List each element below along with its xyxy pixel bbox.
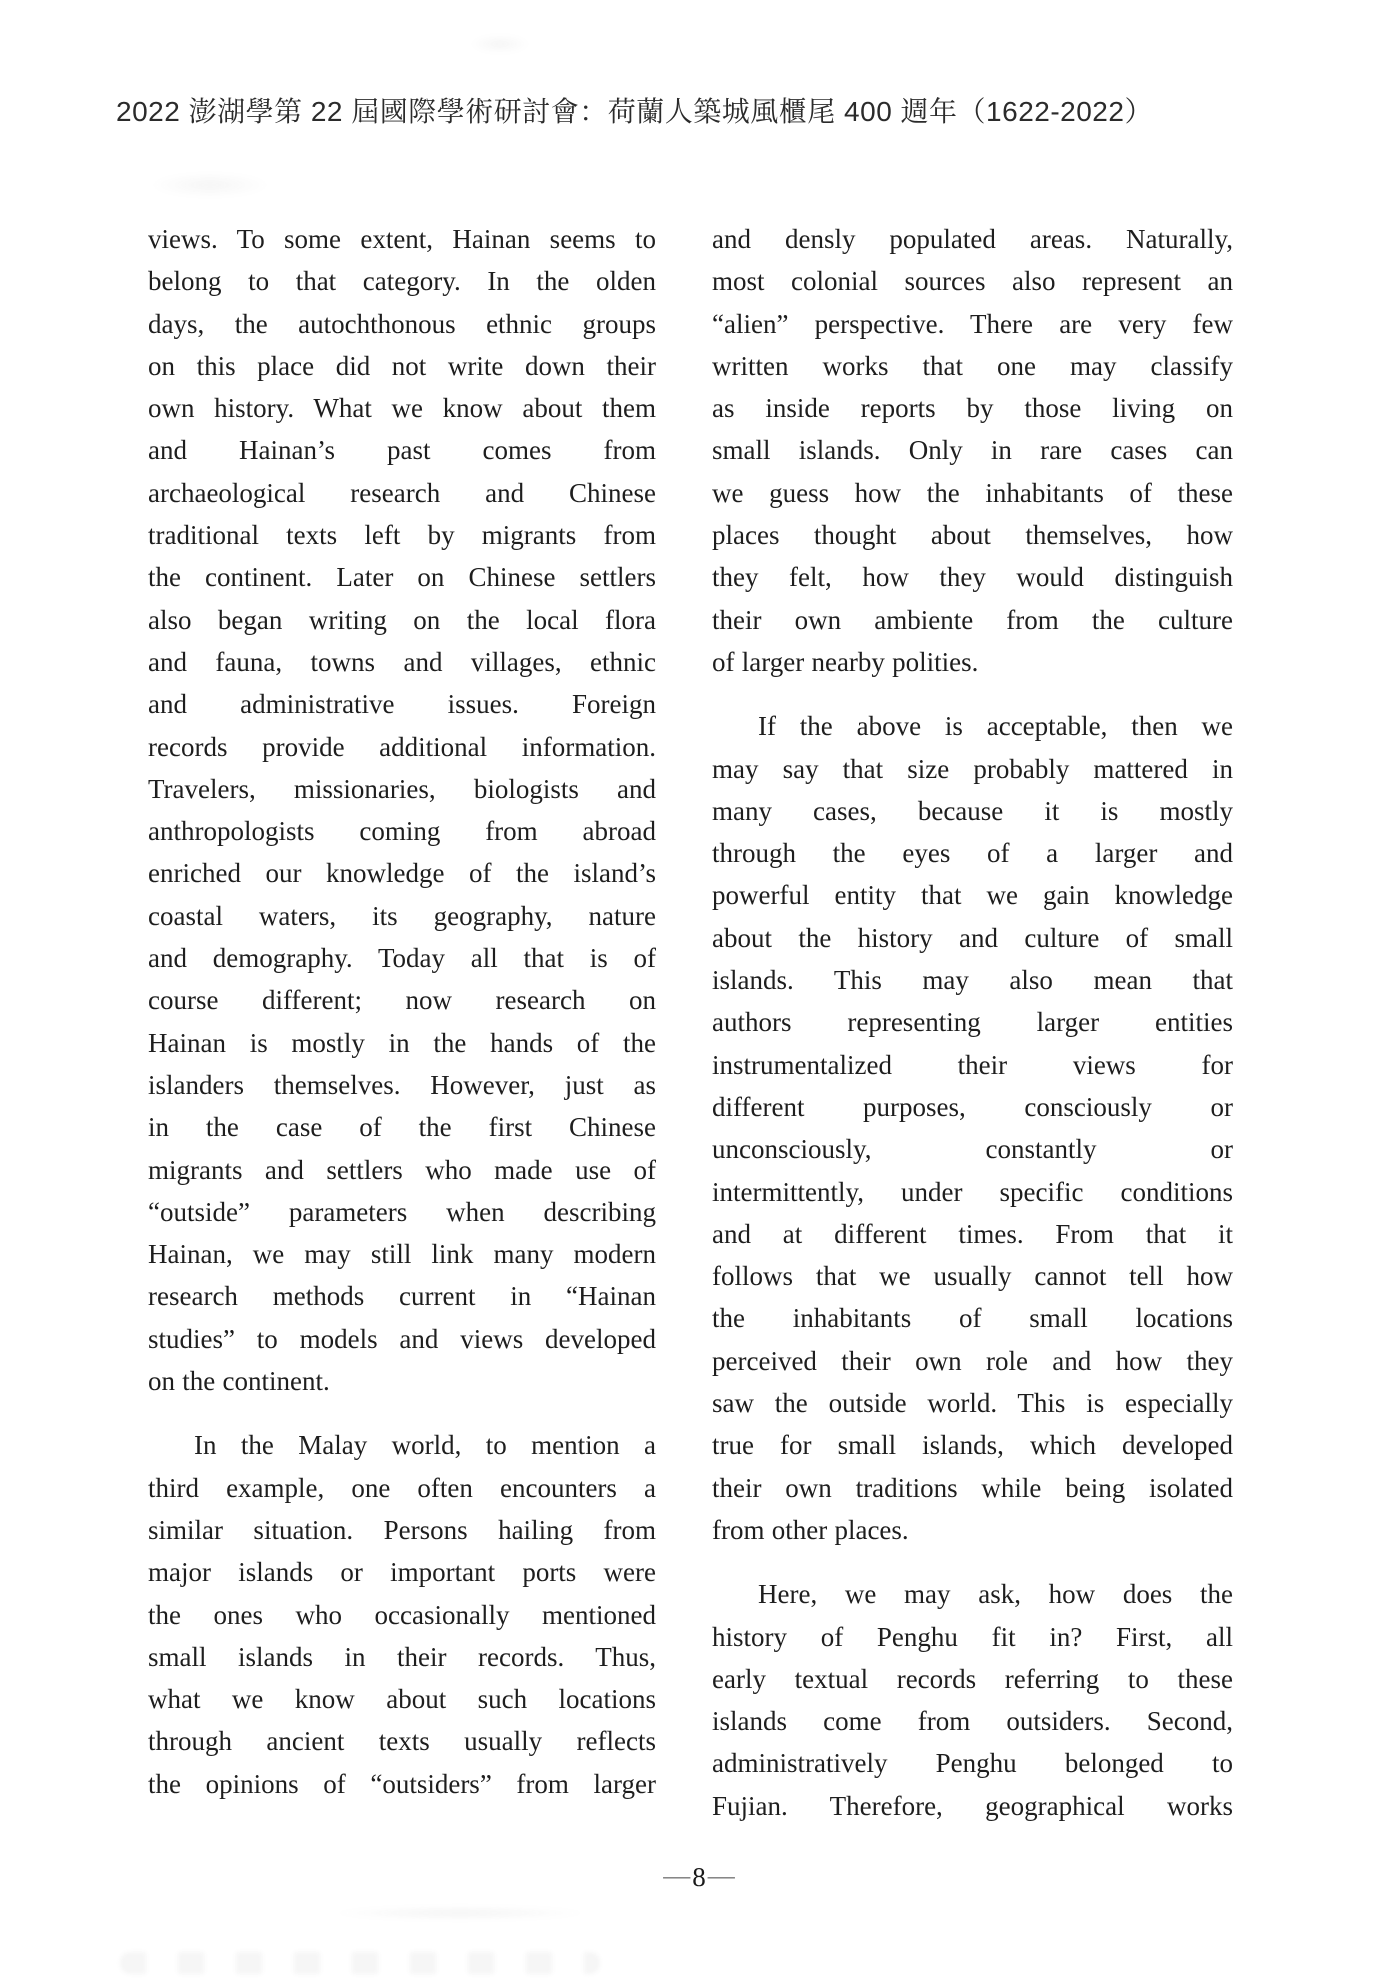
text-line: through the eyes of a larger and: [712, 838, 1233, 869]
text-line: most colonial sources also represent an: [712, 266, 1233, 297]
text-line: studies” to models and views developed: [148, 1323, 656, 1354]
page-number-right-dash: —: [707, 1860, 737, 1890]
text-line: “outside” parameters when describing: [148, 1196, 656, 1227]
text-line: Fujian. Therefore, geographical works: [712, 1790, 1233, 1821]
text-line: If the above is acceptable, then we: [758, 711, 1233, 742]
text-line: and Hainan’s past comes from: [148, 435, 656, 466]
text-line: Hainan is mostly in the hands of the: [148, 1027, 656, 1058]
text-line: early textual records referring to these: [712, 1663, 1233, 1694]
text-line: in the case of the first Chinese: [148, 1112, 656, 1143]
text-line: different purposes, consciously or: [712, 1091, 1233, 1122]
paragraph: [712, 705, 1233, 1551]
text-line: and demography. Today all that is of: [148, 943, 656, 974]
text-line: powerful entity that we gain knowledge: [712, 880, 1233, 911]
text-line: places thought about themselves, how: [712, 520, 1233, 551]
text-line: research methods current in “Hainan: [148, 1281, 656, 1312]
text-line: may say that size probably mattered in: [712, 753, 1233, 784]
paragraph: [148, 218, 656, 1402]
text-line: third example, one often encounters a: [148, 1472, 656, 1503]
text-line: they felt, how they would distinguish: [712, 562, 1233, 593]
text-line: In the Malay world, to mention a: [194, 1430, 656, 1461]
text-line: enriched our knowledge of the island’s: [148, 858, 656, 889]
text-line: “alien” perspective. There are very few: [712, 308, 1233, 339]
text-line: small islands. Only in rare cases can: [712, 435, 1233, 466]
text-line: the ones who occasionally mentioned: [148, 1599, 656, 1630]
scan-artifact: [120, 1952, 600, 1974]
text-line: we guess how the inhabitants of these: [712, 477, 1233, 508]
text-line: the opinions of “outsiders” from larger: [148, 1768, 656, 1799]
text-line: Travelers, missionaries, biologists and: [148, 773, 656, 804]
text-line: follows that we usually cannot tell how: [712, 1261, 1233, 1292]
text-column-right: [712, 218, 1233, 1827]
text-line: the continent. Later on Chinese settlers: [148, 562, 656, 593]
text-line: Here, we may ask, how does the: [758, 1579, 1233, 1610]
text-line: anthropologists coming from abroad: [148, 816, 656, 847]
text-line: what we know about such locations: [148, 1684, 656, 1715]
paragraph: [712, 218, 1233, 683]
page-number-left-dash: —: [663, 1860, 693, 1890]
text-line: and fauna, towns and villages, ethnic: [148, 646, 656, 677]
running-header: 2022 澎湖學第 22 屆國際學術研討會：荷蘭人築城風櫃尾 400 週年（1622-2022）: [116, 96, 1153, 127]
text-line: about the history and culture of small: [712, 922, 1233, 953]
text-line: and densly populated areas. Naturally,: [712, 224, 1233, 254]
text-line: intermittently, under specific conditions: [712, 1176, 1233, 1207]
scan-artifact: [150, 172, 270, 198]
text-line: records provide additional information.: [148, 731, 656, 762]
text-column-left: [148, 218, 656, 1805]
text-line: major islands or important ports were: [148, 1557, 656, 1588]
text-line: also began writing on the local flora: [148, 604, 656, 635]
text-line: true for small islands, which developed: [712, 1430, 1233, 1461]
text-line: of larger nearby polities.: [712, 646, 979, 677]
text-line: written works that one may classify: [712, 350, 1233, 381]
text-line: through ancient texts usually reflects: [148, 1726, 656, 1757]
text-line: as inside reports by those living on: [712, 393, 1233, 424]
text-line: traditional texts left by migrants from: [148, 520, 656, 551]
text-line: islands. This may also mean that: [712, 965, 1233, 996]
text-line: the inhabitants of small locations: [712, 1303, 1233, 1334]
text-line: small islands in their records. Thus,: [148, 1641, 656, 1672]
text-line: many cases, because it is mostly: [712, 795, 1233, 826]
text-line: belong to that category. In the olden: [148, 266, 656, 297]
text-line: migrants and settlers who made use of: [148, 1154, 656, 1185]
text-line: their own traditions while being isolated: [712, 1472, 1233, 1503]
text-line: their own ambiente from the culture: [712, 604, 1233, 635]
text-line: days, the autochthonous ethnic groups: [148, 308, 656, 339]
text-line: and at different times. From that it: [712, 1218, 1233, 1249]
text-line: coastal waters, its geography, nature: [148, 900, 656, 931]
text-line: from other places.: [712, 1514, 909, 1545]
paragraph: [712, 1573, 1233, 1827]
text-line: perceived their own role and how they: [712, 1345, 1233, 1376]
scan-artifact: [470, 34, 530, 54]
text-line: own history. What we know about them: [148, 393, 656, 424]
text-line: on this place did not write down their: [148, 350, 656, 381]
text-line: administratively Penghu belonged to: [712, 1748, 1233, 1779]
scan-artifact: [330, 1905, 590, 1921]
text-line: unconsciously, constantly or: [712, 1134, 1233, 1165]
text-line: authors representing larger entities: [712, 1007, 1233, 1038]
text-line: on the continent.: [148, 1366, 330, 1397]
text-line: saw the outside world. This is especially: [712, 1388, 1233, 1419]
text-line: and administrative issues. Foreign: [148, 689, 656, 720]
paragraph: [148, 1424, 656, 1805]
text-line: archaeological research and Chinese: [148, 477, 656, 508]
text-line: Hainan, we may still link many modern: [148, 1239, 656, 1270]
text-line: history of Penghu fit in? First, all: [712, 1621, 1233, 1652]
page-number-value: 8: [692, 1862, 708, 1892]
text-line: islands come from outsiders. Second,: [712, 1706, 1233, 1737]
text-line: course different; now research on: [148, 985, 656, 1016]
text-line: views. To some extent, Hainan seems to: [148, 224, 656, 254]
text-line: similar situation. Persons hailing from: [148, 1514, 656, 1545]
page-number: [0, 1862, 1400, 1893]
text-line: islanders themselves. However, just as: [148, 1069, 656, 1100]
text-line: instrumentalized their views for: [712, 1049, 1233, 1080]
